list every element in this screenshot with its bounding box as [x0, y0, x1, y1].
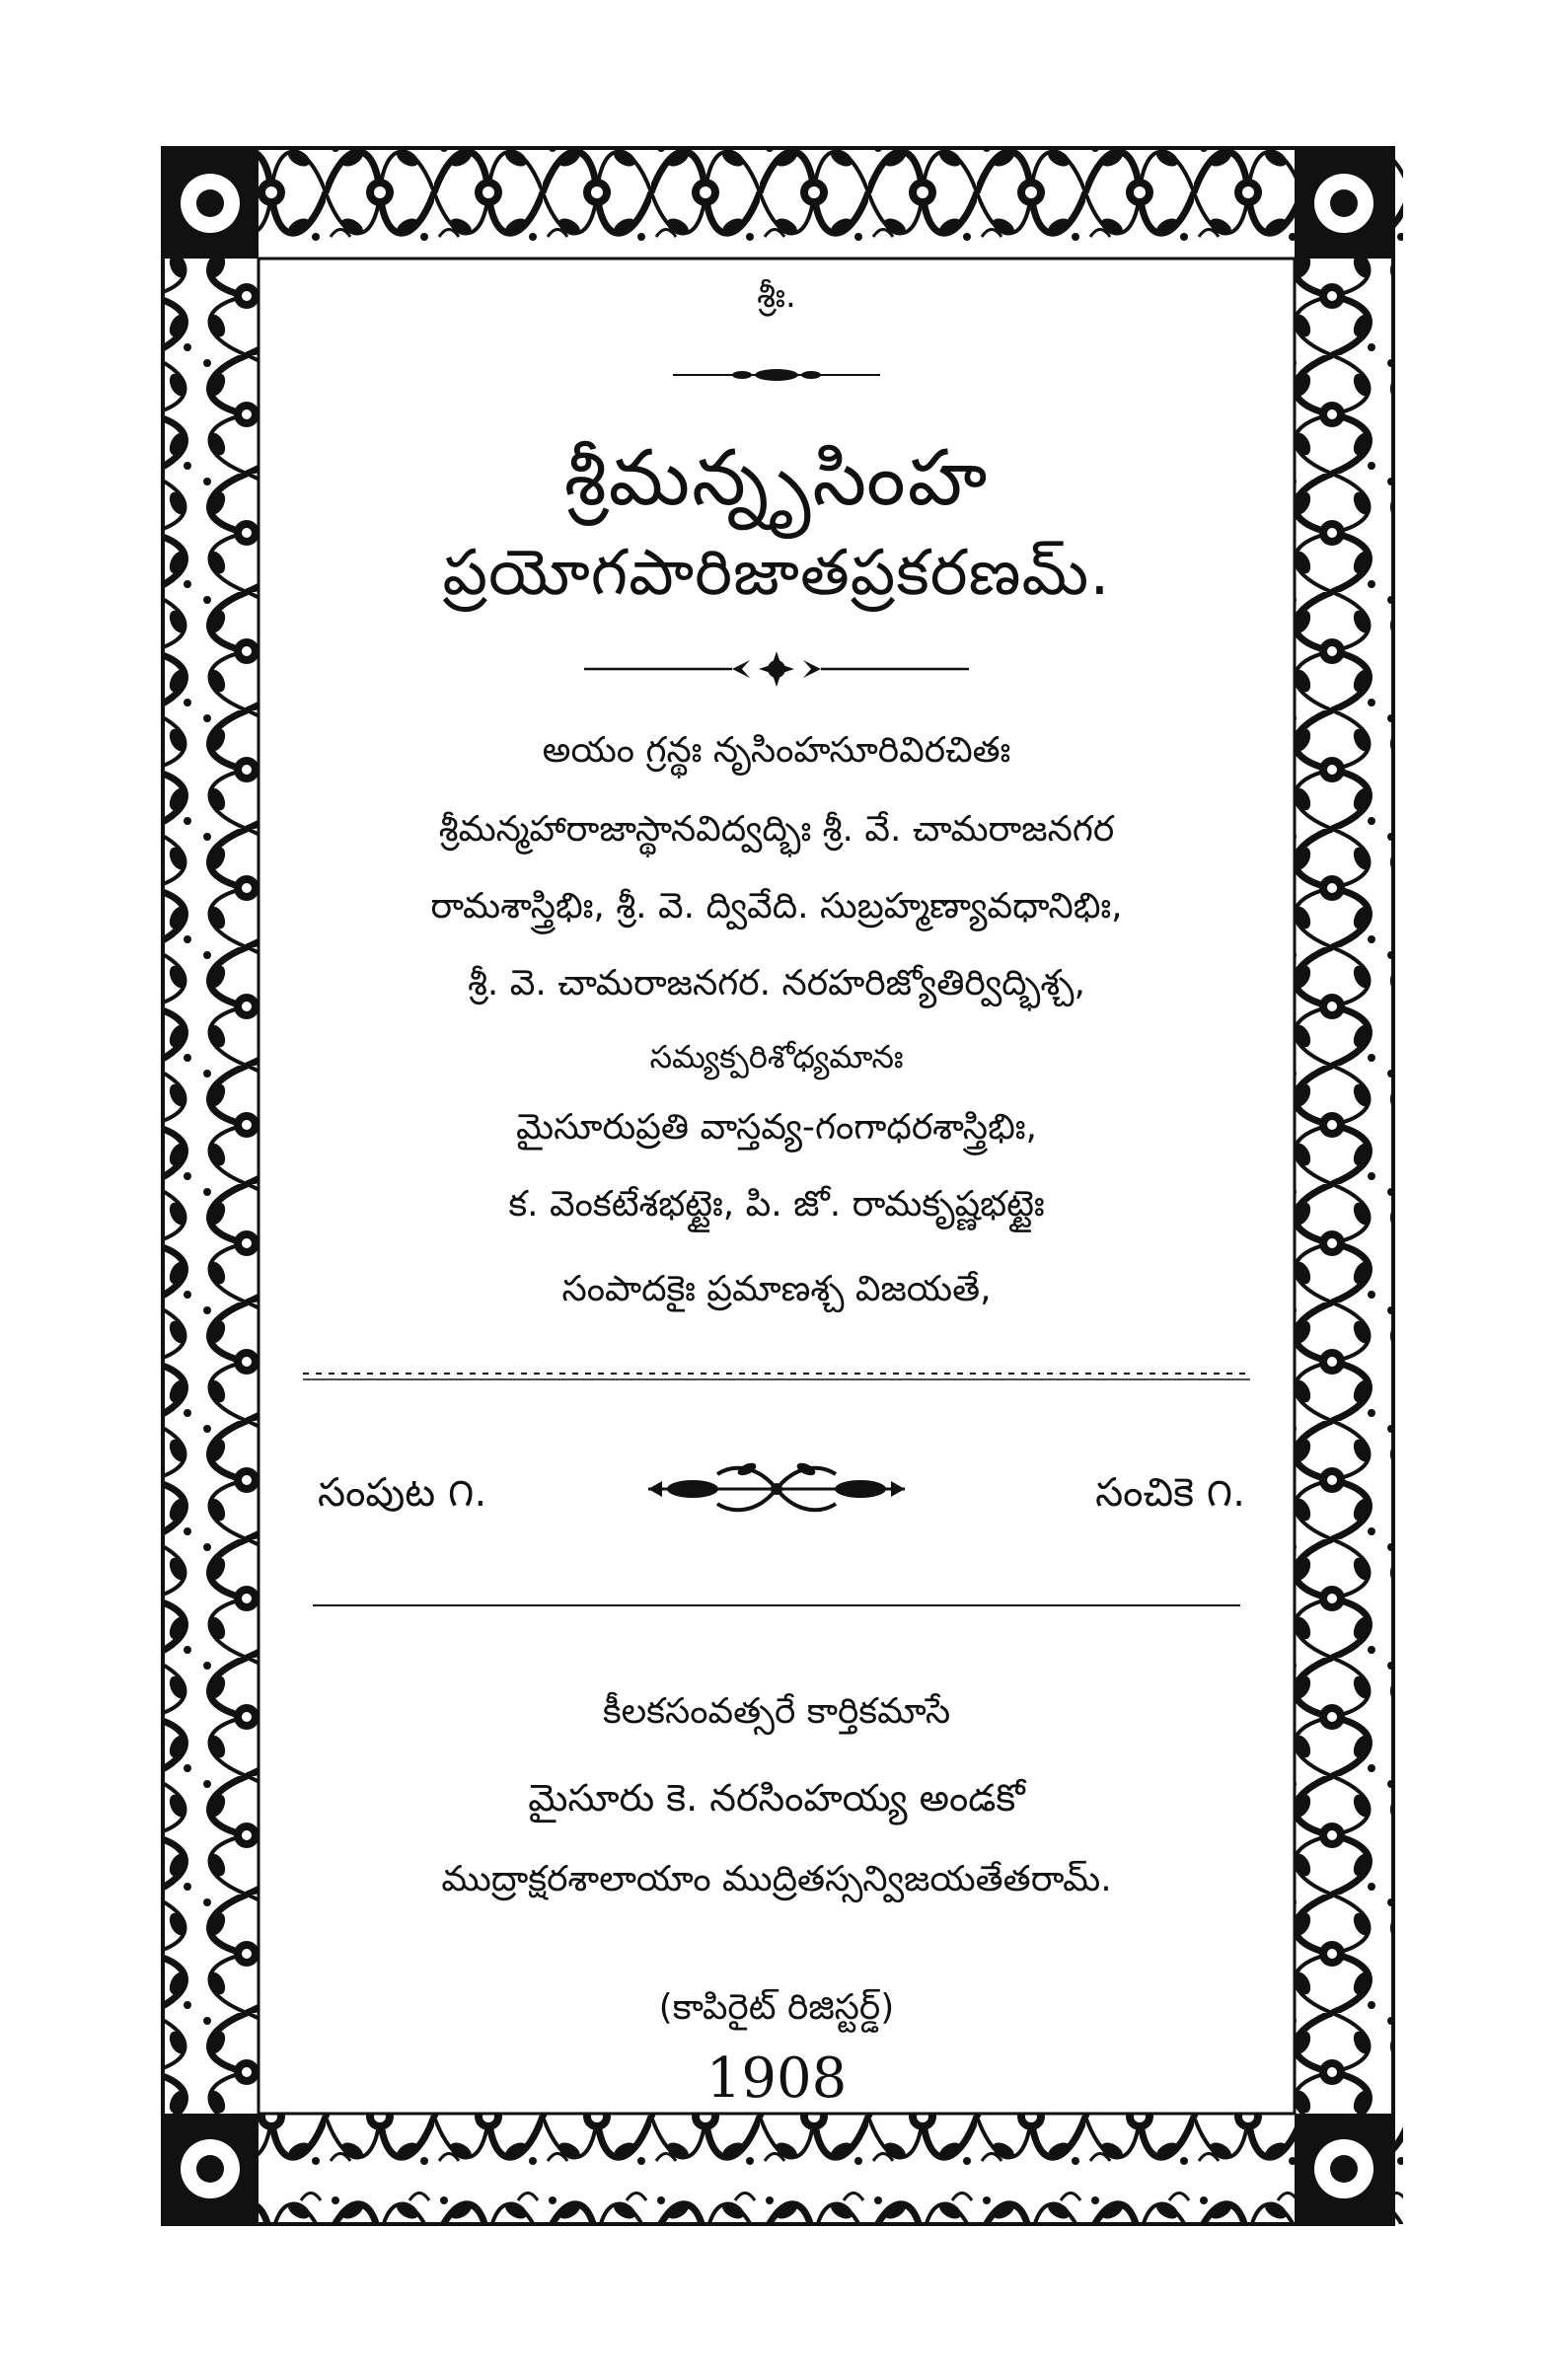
title-divider-ornament: [584, 649, 969, 689]
authorship-line-6: మైసూరుప్రతి వాస్తవ్య-గంగాధరశాస్త్రిభిః,: [516, 1107, 1037, 1148]
authorship-line-5: సమ్యక్పరిశోధ్యమానః: [649, 1038, 904, 1076]
authorship-line-8: సంపాదకైః ప్రమాణశ్చ విజయతే,: [561, 1269, 992, 1309]
invocation: శ్రీః.: [757, 276, 796, 316]
authorship-line-2: శ్రీమన్మహారాజాస్థానవిద్వద్భిః శ్రీ. వే. చామరాజనగర: [438, 809, 1115, 850]
publication-line-2: మైసూరు కె. నరసింహయ్య అండకో: [528, 1776, 1025, 1820]
vine-ornament: [648, 1454, 905, 1524]
section-rule: [313, 1602, 1240, 1608]
volume-label: సంపుట ౧.: [318, 1470, 487, 1516]
title-line-1: శ్రీమన్నృసింహ: [563, 434, 990, 523]
dotted-rule: [303, 1370, 1250, 1381]
authorship-line-3: రామశాస్త్రిభిః, శ్రీ. వె. ద్వివేది. సుబ్రహ్మణ్యావధానిభిః,: [430, 886, 1123, 927]
issue-label: సంచికె ౧.: [1095, 1470, 1245, 1516]
publication-line-1: కీలకసంవత్సరే కార్తికమాసే: [602, 1691, 951, 1732]
title-panel: [259, 259, 1295, 2114]
authorship-line-7: క. వెంకటేశభట్టైః, పి. జో. రామకృష్ణభట్టైః: [508, 1184, 1045, 1225]
top-rule-ornament: [673, 365, 880, 385]
authorship-line-4: శ్రీ. వె. చామరాజనగర. నరహరిజ్యోతిర్విద్భిశ్చ,: [468, 963, 1085, 1004]
publication-line-3: ముద్రాక్షరశాలాయాం ముద్రితస్సన్విజయతేతరామ్.: [441, 1859, 1112, 1899]
title-line-2: ప్రయోగపారిజాతప్రకరణమ్.: [442, 537, 1111, 610]
copyright-notice: (కాపిరైట్ రిజిస్టర్డ్): [658, 1987, 895, 2028]
publication-year: 1908: [705, 2046, 848, 2111]
authorship-line-1: అయం గ్రన్థః నృసింహసూరివిరచితః: [542, 730, 1011, 771]
